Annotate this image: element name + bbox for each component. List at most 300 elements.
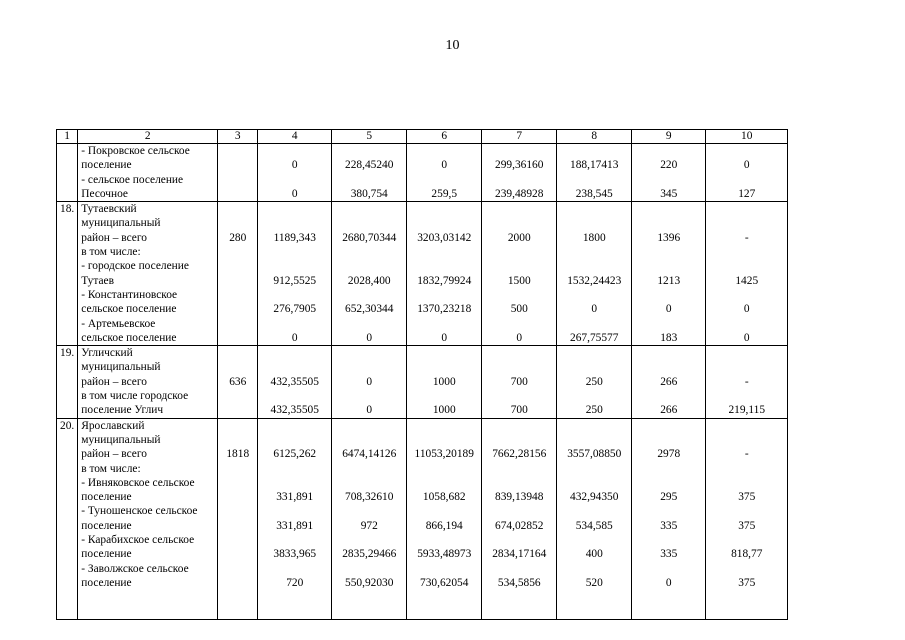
value: 1000	[432, 404, 456, 417]
blank-line	[635, 504, 702, 518]
value: 2000	[507, 231, 531, 244]
blank-line	[261, 419, 328, 433]
blank-line	[635, 419, 702, 433]
value: 335	[660, 519, 678, 532]
blank-line	[560, 433, 628, 447]
blank-line	[221, 144, 254, 158]
blank-line	[485, 590, 553, 604]
value: 0	[366, 375, 373, 388]
value: 238,545	[575, 187, 613, 200]
territory-name-line: муниципальный	[81, 433, 161, 446]
value: 0	[441, 159, 448, 172]
blank-line	[485, 144, 553, 158]
blank-line	[221, 187, 254, 201]
blank-line	[560, 259, 628, 273]
territory-name-cell	[78, 202, 218, 346]
territory-name-line: Тутаевский	[81, 203, 137, 216]
blank-line	[560, 317, 628, 331]
territory-name-line: - Заволжское сельское	[81, 562, 189, 575]
blank-line	[410, 605, 478, 619]
value: -	[744, 375, 749, 388]
value: 1818	[226, 448, 250, 461]
value-cell-c10	[706, 144, 788, 202]
blank-line	[709, 433, 784, 447]
value-cell-c4	[258, 346, 332, 418]
territory-name-line: - сельское поселение	[81, 173, 184, 186]
value-cell-c6	[407, 144, 482, 202]
value: 1532,24423	[567, 274, 622, 287]
blank-line	[635, 202, 702, 216]
blank-line	[709, 476, 784, 490]
value: -	[744, 231, 749, 244]
column-header: 10	[706, 130, 788, 144]
value: 972	[360, 519, 378, 532]
blank-line	[221, 173, 254, 187]
blank-line	[335, 462, 403, 476]
value: 534,5856	[497, 576, 541, 589]
row-number	[57, 346, 78, 418]
blank-line	[410, 288, 478, 302]
blank-line	[560, 590, 628, 604]
blank-line	[560, 419, 628, 433]
blank-line	[221, 346, 254, 360]
blank-line	[261, 433, 328, 447]
value: 276,7905	[273, 303, 317, 316]
blank-line	[560, 605, 628, 619]
value: 2834,17164	[492, 548, 547, 561]
blank-line	[709, 419, 784, 433]
blank-line	[560, 504, 628, 518]
territory-name-line	[81, 605, 214, 619]
blank-line	[635, 433, 702, 447]
territory-name-line: район – всего	[81, 375, 147, 388]
territory-name-line: Угличский	[81, 347, 133, 360]
blank-line	[221, 288, 254, 302]
blank-line	[261, 202, 328, 216]
blank-line	[709, 504, 784, 518]
blank-line	[335, 433, 403, 447]
value-cell-c5	[332, 346, 407, 418]
blank-line	[335, 245, 403, 259]
blank-line	[221, 476, 254, 490]
blank-line	[485, 562, 553, 576]
blank-line	[485, 346, 553, 360]
value: 250	[585, 404, 603, 417]
territory-name-line: - Туношенское сельское	[81, 505, 198, 518]
value: 0	[743, 303, 750, 316]
blank-line	[335, 216, 403, 230]
blank-line	[261, 590, 328, 604]
blank-line	[221, 533, 254, 547]
blank-line	[635, 533, 702, 547]
value: 0	[291, 187, 298, 200]
value-cell-c9	[632, 144, 706, 202]
blank-line	[261, 533, 328, 547]
blank-line	[709, 173, 784, 187]
blank-line	[709, 317, 784, 331]
value-cell-c7	[482, 418, 557, 619]
blank-line	[335, 259, 403, 273]
blank-line	[221, 519, 254, 533]
value-cell-c6	[407, 418, 482, 619]
blank-line	[410, 462, 478, 476]
blank-line	[221, 605, 254, 619]
blank-line	[221, 504, 254, 518]
value-cell-c8	[557, 144, 632, 202]
value: 299,36160	[495, 159, 544, 172]
table-row	[57, 202, 788, 346]
blank-line	[560, 533, 628, 547]
blank-line	[635, 346, 702, 360]
blank-line	[560, 288, 628, 302]
blank-line	[709, 389, 784, 403]
column-header: 4	[258, 130, 332, 144]
value: 219,115	[728, 404, 766, 417]
blank-line	[709, 144, 784, 158]
budget-table	[56, 129, 788, 620]
blank-line	[410, 504, 478, 518]
row-number-text: 19.	[60, 347, 75, 360]
value: 380,754	[350, 187, 388, 200]
blank-line	[335, 562, 403, 576]
column-header: 7	[482, 130, 557, 144]
territory-name-line: - Карабихское сельское	[81, 534, 195, 547]
blank-line	[635, 288, 702, 302]
value: 3557,08850	[567, 448, 622, 461]
blank-line	[635, 562, 702, 576]
value-cell-c10	[706, 346, 788, 418]
blank-line	[560, 360, 628, 374]
blank-line	[485, 173, 553, 187]
value-cell-c7	[482, 202, 557, 346]
territory-name-line: в том числе:	[81, 462, 141, 475]
value: 400	[585, 548, 603, 561]
column-header: 2	[78, 130, 218, 144]
blank-line	[261, 476, 328, 490]
value: 1832,79924	[417, 274, 472, 287]
value: 674,02852	[495, 519, 544, 532]
blank-line	[485, 216, 553, 230]
value: 375	[738, 576, 756, 589]
blank-line	[335, 173, 403, 187]
blank-line	[560, 389, 628, 403]
blank-line	[261, 173, 328, 187]
value-cell-c5	[332, 202, 407, 346]
blank-line	[410, 562, 478, 576]
blank-line	[410, 360, 478, 374]
blank-line	[221, 389, 254, 403]
value: 866,194	[425, 519, 463, 532]
value: 183	[660, 331, 678, 344]
value-cell-c4	[258, 144, 332, 202]
blank-line	[261, 562, 328, 576]
value: 839,13948	[495, 491, 544, 504]
territory-name-line: Ярославский	[81, 419, 145, 432]
blank-line	[261, 216, 328, 230]
territory-name-line: поселение	[81, 159, 132, 172]
column-header-row	[57, 130, 788, 144]
blank-line	[485, 462, 553, 476]
blank-line	[635, 389, 702, 403]
blank-line	[485, 504, 553, 518]
blank-line	[485, 360, 553, 374]
value: 0	[743, 331, 750, 344]
value: 1000	[432, 375, 456, 388]
blank-line	[485, 476, 553, 490]
blank-line	[335, 605, 403, 619]
value-cell-c3	[218, 202, 258, 346]
value: 432,94350	[570, 491, 619, 504]
blank-line	[485, 533, 553, 547]
value-cell-c3	[218, 144, 258, 202]
row-number-text: 20.	[60, 419, 75, 432]
value-cell-c10	[706, 418, 788, 619]
territory-name-cell	[78, 418, 218, 619]
territory-name-line: Песочное	[81, 187, 128, 200]
blank-line	[221, 590, 254, 604]
value: 0	[591, 303, 598, 316]
blank-line	[335, 476, 403, 490]
value: 228,45240	[345, 159, 394, 172]
value: 700	[510, 404, 528, 417]
blank-line	[221, 317, 254, 331]
column-header: 8	[557, 130, 632, 144]
blank-line	[709, 346, 784, 360]
blank-line	[635, 590, 702, 604]
value: 2978	[657, 448, 681, 461]
value: 432,35505	[270, 375, 319, 388]
blank-line	[410, 433, 478, 447]
blank-line	[635, 259, 702, 273]
column-header: 9	[632, 130, 706, 144]
blank-line	[709, 360, 784, 374]
blank-line	[410, 419, 478, 433]
value: 0	[366, 404, 373, 417]
territory-name-line: поселение	[81, 576, 132, 589]
value-cell-c6	[407, 202, 482, 346]
blank-line	[410, 144, 478, 158]
blank-line	[410, 202, 478, 216]
blank-line	[635, 144, 702, 158]
territory-name-line: район – всего	[81, 448, 147, 461]
value: 1058,682	[422, 491, 466, 504]
blank-line	[221, 433, 254, 447]
value-cell-c7	[482, 346, 557, 418]
value: 6125,262	[273, 448, 317, 461]
blank-line	[485, 389, 553, 403]
value: 636	[229, 375, 247, 388]
blank-line	[635, 605, 702, 619]
blank-line	[335, 533, 403, 547]
blank-line	[635, 216, 702, 230]
table-body	[57, 130, 788, 620]
blank-line	[410, 346, 478, 360]
value: 708,32610	[345, 491, 394, 504]
blank-line	[635, 462, 702, 476]
value: -	[744, 448, 749, 461]
value: 3833,965	[273, 548, 317, 561]
blank-line	[335, 346, 403, 360]
blank-line	[485, 433, 553, 447]
blank-line	[709, 259, 784, 273]
blank-line	[335, 288, 403, 302]
blank-line	[485, 317, 553, 331]
value: 267,75577	[570, 331, 619, 344]
blank-line	[335, 389, 403, 403]
blank-line	[221, 245, 254, 259]
territory-name-line: сельское поселение	[81, 303, 177, 316]
value: 652,30344	[345, 303, 394, 316]
blank-line	[261, 245, 328, 259]
blank-line	[410, 389, 478, 403]
blank-line	[560, 562, 628, 576]
blank-line	[221, 462, 254, 476]
value: 720	[286, 576, 304, 589]
value: 1213	[657, 274, 681, 287]
blank-line	[261, 144, 328, 158]
value: 1189,343	[273, 231, 316, 244]
blank-line	[410, 317, 478, 331]
value-cell-c6	[407, 346, 482, 418]
blank-line	[485, 202, 553, 216]
territory-name-line: - Ивняковское сельское	[81, 476, 195, 489]
table-row	[57, 418, 788, 619]
value: 0	[743, 159, 750, 172]
territory-name-cell	[78, 144, 218, 202]
value: 250	[585, 375, 603, 388]
value: 0	[366, 331, 373, 344]
blank-line	[261, 605, 328, 619]
value-cell-c8	[557, 202, 632, 346]
value: 534,585	[575, 519, 613, 532]
value: 5933,48973	[417, 548, 472, 561]
value: 730,62054	[420, 576, 469, 589]
blank-line	[709, 288, 784, 302]
value-cell-c10	[706, 202, 788, 346]
blank-line	[635, 476, 702, 490]
value-cell-c5	[332, 144, 407, 202]
blank-line	[635, 317, 702, 331]
value: 7662,28156	[492, 448, 547, 461]
value: 375	[738, 519, 756, 532]
blank-line	[560, 462, 628, 476]
value: 11053,20189	[414, 448, 474, 461]
blank-line	[560, 173, 628, 187]
value: 1370,23218	[417, 303, 472, 316]
territory-name-line: сельское поселение	[81, 331, 177, 344]
value: 0	[665, 303, 672, 316]
blank-line	[709, 590, 784, 604]
territory-name-line: - городское поселение	[81, 260, 189, 273]
blank-line	[560, 346, 628, 360]
blank-line	[635, 173, 702, 187]
territory-name-line: поселение Углич	[81, 404, 164, 417]
blank-line	[261, 360, 328, 374]
value-cell-c7	[482, 144, 557, 202]
column-header: 3	[218, 130, 258, 144]
territory-name-line: Тутаев	[81, 274, 114, 287]
blank-line	[410, 590, 478, 604]
territory-name-line: в том числе:	[81, 246, 141, 259]
blank-line	[709, 245, 784, 259]
blank-line	[221, 158, 254, 172]
territory-name-line: район – всего	[81, 231, 147, 244]
blank-line	[709, 202, 784, 216]
blank-line	[335, 360, 403, 374]
blank-line	[709, 462, 784, 476]
blank-line	[709, 605, 784, 619]
column-header: 5	[332, 130, 407, 144]
value: 266	[660, 404, 678, 417]
blank-line	[485, 245, 553, 259]
blank-line	[635, 245, 702, 259]
value: 1396	[657, 231, 681, 244]
blank-line	[221, 202, 254, 216]
blank-line	[221, 490, 254, 504]
blank-line	[560, 216, 628, 230]
value: 818,77	[731, 548, 763, 561]
blank-line	[221, 274, 254, 288]
territory-name-line: поселение	[81, 548, 132, 561]
value: 0	[516, 331, 523, 344]
territory-name-line: поселение	[81, 519, 132, 532]
blank-line	[485, 259, 553, 273]
blank-line	[221, 360, 254, 374]
value: 280	[229, 231, 247, 244]
value: 3203,03142	[417, 231, 472, 244]
blank-line	[261, 462, 328, 476]
value-cell-c3	[218, 346, 258, 418]
blank-line	[221, 562, 254, 576]
blank-line	[221, 216, 254, 230]
value: 1425	[735, 274, 759, 287]
territory-name-line: - Покровское сельское	[81, 145, 190, 157]
row-number	[57, 418, 78, 619]
blank-line	[560, 245, 628, 259]
territory-name-line: в том числе городское	[81, 390, 189, 403]
value: 335	[660, 548, 678, 561]
territory-name-line: муниципальный	[81, 361, 161, 374]
territory-name-line: - Константиновское	[81, 288, 178, 301]
blank-line	[221, 419, 254, 433]
value: 220	[660, 159, 678, 172]
blank-line	[221, 302, 254, 316]
blank-line	[560, 476, 628, 490]
blank-line	[221, 259, 254, 273]
value: 2680,70344	[342, 231, 397, 244]
blank-line	[485, 419, 553, 433]
blank-line	[410, 216, 478, 230]
table-row	[57, 144, 788, 202]
row-number	[57, 144, 78, 202]
blank-line	[221, 403, 254, 417]
blank-line	[261, 317, 328, 331]
blank-line	[410, 173, 478, 187]
blank-line	[335, 419, 403, 433]
value: 0	[291, 159, 298, 172]
value-cell-c4	[258, 418, 332, 619]
row-number-text: 18.	[60, 203, 75, 216]
blank-line	[410, 476, 478, 490]
blank-line	[261, 389, 328, 403]
blank-line	[485, 605, 553, 619]
value: 432,35505	[270, 404, 319, 417]
blank-line	[410, 533, 478, 547]
territory-name-line	[81, 590, 214, 604]
value-cell-c4	[258, 202, 332, 346]
value: 259,5	[431, 187, 458, 200]
value: 345	[660, 187, 678, 200]
